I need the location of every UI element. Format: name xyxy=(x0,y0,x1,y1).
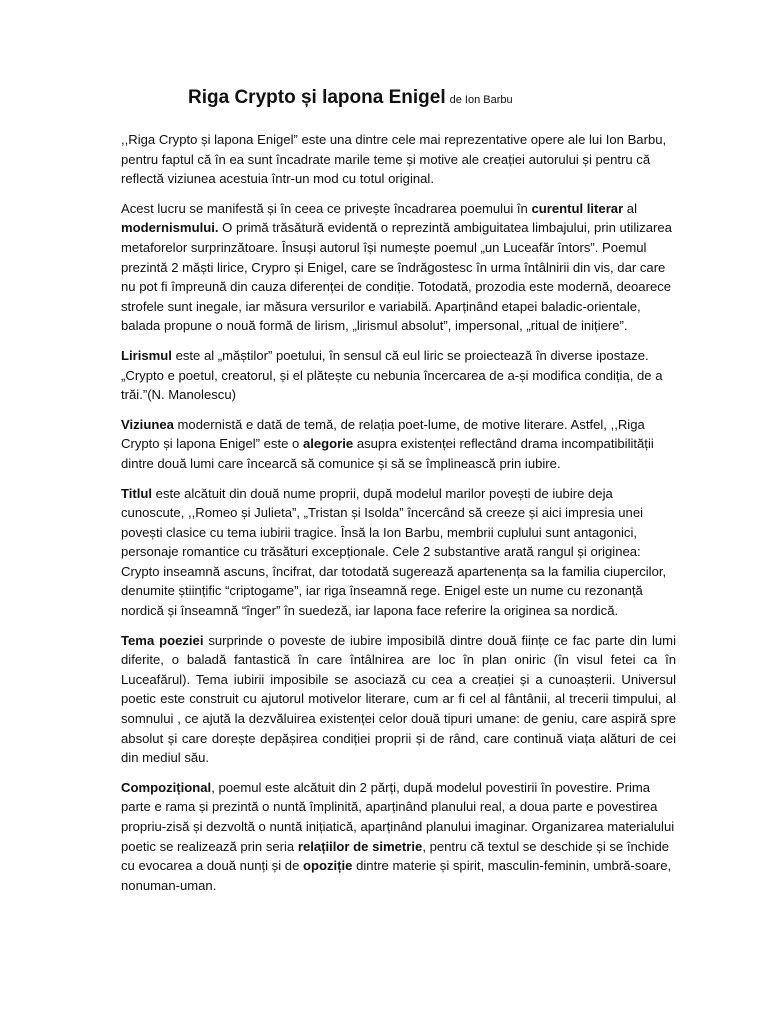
bold-term: Lirismul xyxy=(121,347,172,363)
paragraph-lirism xyxy=(121,346,676,405)
paragraph-tema xyxy=(121,631,676,768)
paragraph-viziune xyxy=(121,415,676,474)
title-main: Riga Crypto și lapona Enigel xyxy=(188,87,446,108)
bold-term: Viziunea xyxy=(121,416,174,432)
paragraph-text: surprinde o poveste de iubire imposibilă dintre două ființe ce fac parte din lumi diferite, o baladă fantastică în care întâlnirea are loc în plan oniric (în visul fetei ca în Luceafărul). Tema iubirii imposibile se asociază cu cea a creației și a cunoașterii. Universul poetic este construit cu ajutorul motivelor literare, cum ar fi cel al fântânii, al trecerii timpului, al somnului , ce ajută la dezvăluirea existenței celor două tipuri umane: de geniu, care aspiră spre absolut și care dorește depășirea condiției proprii și de rând, care continuă viața alături de cei din mediul său. xyxy=(121,632,676,766)
paragraph-text: este alcătuit din două nume proprii, după modelul marilor povești de iubire deja cunoscute, ,,Romeo și Julieta”, „Tristan și Isolda” încercând să creeze și aici impresia unei povești clasice cu tema iubirii tragice. Însă la Ion Barbu, membrii cuplului sunt antagonici, personaje romantice cu trăsături excepționale. Cele 2 substantive arată rangul și originea: Crypto inseamnă ascuns, încifrat, dar totodată sugerează apartenența sa la familia ciupercilor, denumite științific “criptogame”, iar riga înseamnă rege. Enigel este un nume cu rezonanță nordică și înseamnă “înger” în suedeză, iar lapona face referire la originea sa nordică. xyxy=(121,485,667,619)
paragraph-text: , pentru că textul se deschide și se închide cu evocarea a două nunți și de xyxy=(121,838,670,874)
paragraph-text: asupra existenței reflectând drama incompatibilității dintre două lumi care încearcă să comunice și să se împlinească prin iubire. xyxy=(121,436,654,471)
bold-term: alegorie xyxy=(302,436,354,452)
paragraph-titlu xyxy=(121,484,676,621)
bold-term: opoziție xyxy=(302,858,353,874)
paragraph-text: al xyxy=(623,200,638,216)
paragraph-text: ,,Riga Crypto și lapona Enigel” este una dintre cele mai reprezentative opere ale lui Ion Barbu, pentru faptul că în ea sunt încadrate marile teme și motive ale creației autorului și pentru că reflectă viziunea acestuia într-un mod cu totul original. xyxy=(121,132,667,187)
paragraph-text: Acest lucru se manifestă și în ceea ce privește încadrarea poemului în xyxy=(121,200,532,216)
bold-term: Titlul xyxy=(121,485,153,501)
bold-term: modernismului. xyxy=(121,220,219,236)
paragraph-modernism xyxy=(121,199,676,336)
paragraph-text: dintre materie și spirit, masculin-feminin, umbră-soare, nonuman-uman. xyxy=(121,858,672,893)
paragraph-text: , poemul este alcătuit din 2 părți, după modelul povestirii în povestire. Prima parte e rama și prezintă o nuntă împlinită, aparținând planului real, a doua parte e povestirea propriu-zisă și dezvoltă o nuntă inițiatică, aparținând planului imaginar. Organizarea materialului poetic se realizează prin seria xyxy=(121,779,675,854)
bold-term: relațiilor de simetrie xyxy=(297,838,423,854)
paragraph-intro xyxy=(121,130,676,189)
document-title xyxy=(188,86,676,112)
paragraph-text: modernistă e dată de temă, de relația poet-lume, de motive literare. Astfel, ,,Riga Crypto și lapona Enigel” este o xyxy=(121,416,645,452)
paragraph-text: O primă trăsătură evidentă o reprezintă ambiguitatea limbajului, prin utilizarea metaforelor surprinzătoare. Însuși autorul își numește poemul „un Luceafăr întors”. Poemul prezintă 2 măști lirice, Crypro și Enigel, care se îndrăgostesc în urma întâlnirii din vis, dar care nu pot fi împreună din cauza diferenței de condiție. Totodată, prozodia este modernă, deoarece strofele sunt inegale, iar măsura versurilor e variabilă. Aparținând etapei baladic-orientale, balada propune o nouă formă de lirism, „lirismul absolut”, impersonal, „ritual de inițiere”. xyxy=(121,220,672,334)
paragraph-text: este al „măștilor” poetului, în sensul că eul liric se proiectează în diverse ipostaze. „Crypto e poetul, creatorul, și el plătește cu nebunia încercarea de a-și modifica condiția, de a trăi.”(N. Manolescu) xyxy=(121,347,663,403)
bold-term: Tema poeziei xyxy=(121,632,204,648)
bold-term: curentul literar xyxy=(531,200,624,216)
bold-term: Compozițional xyxy=(121,779,212,795)
paragraph-compozitie xyxy=(121,778,676,896)
title-author: de Ion Barbu xyxy=(449,94,513,106)
